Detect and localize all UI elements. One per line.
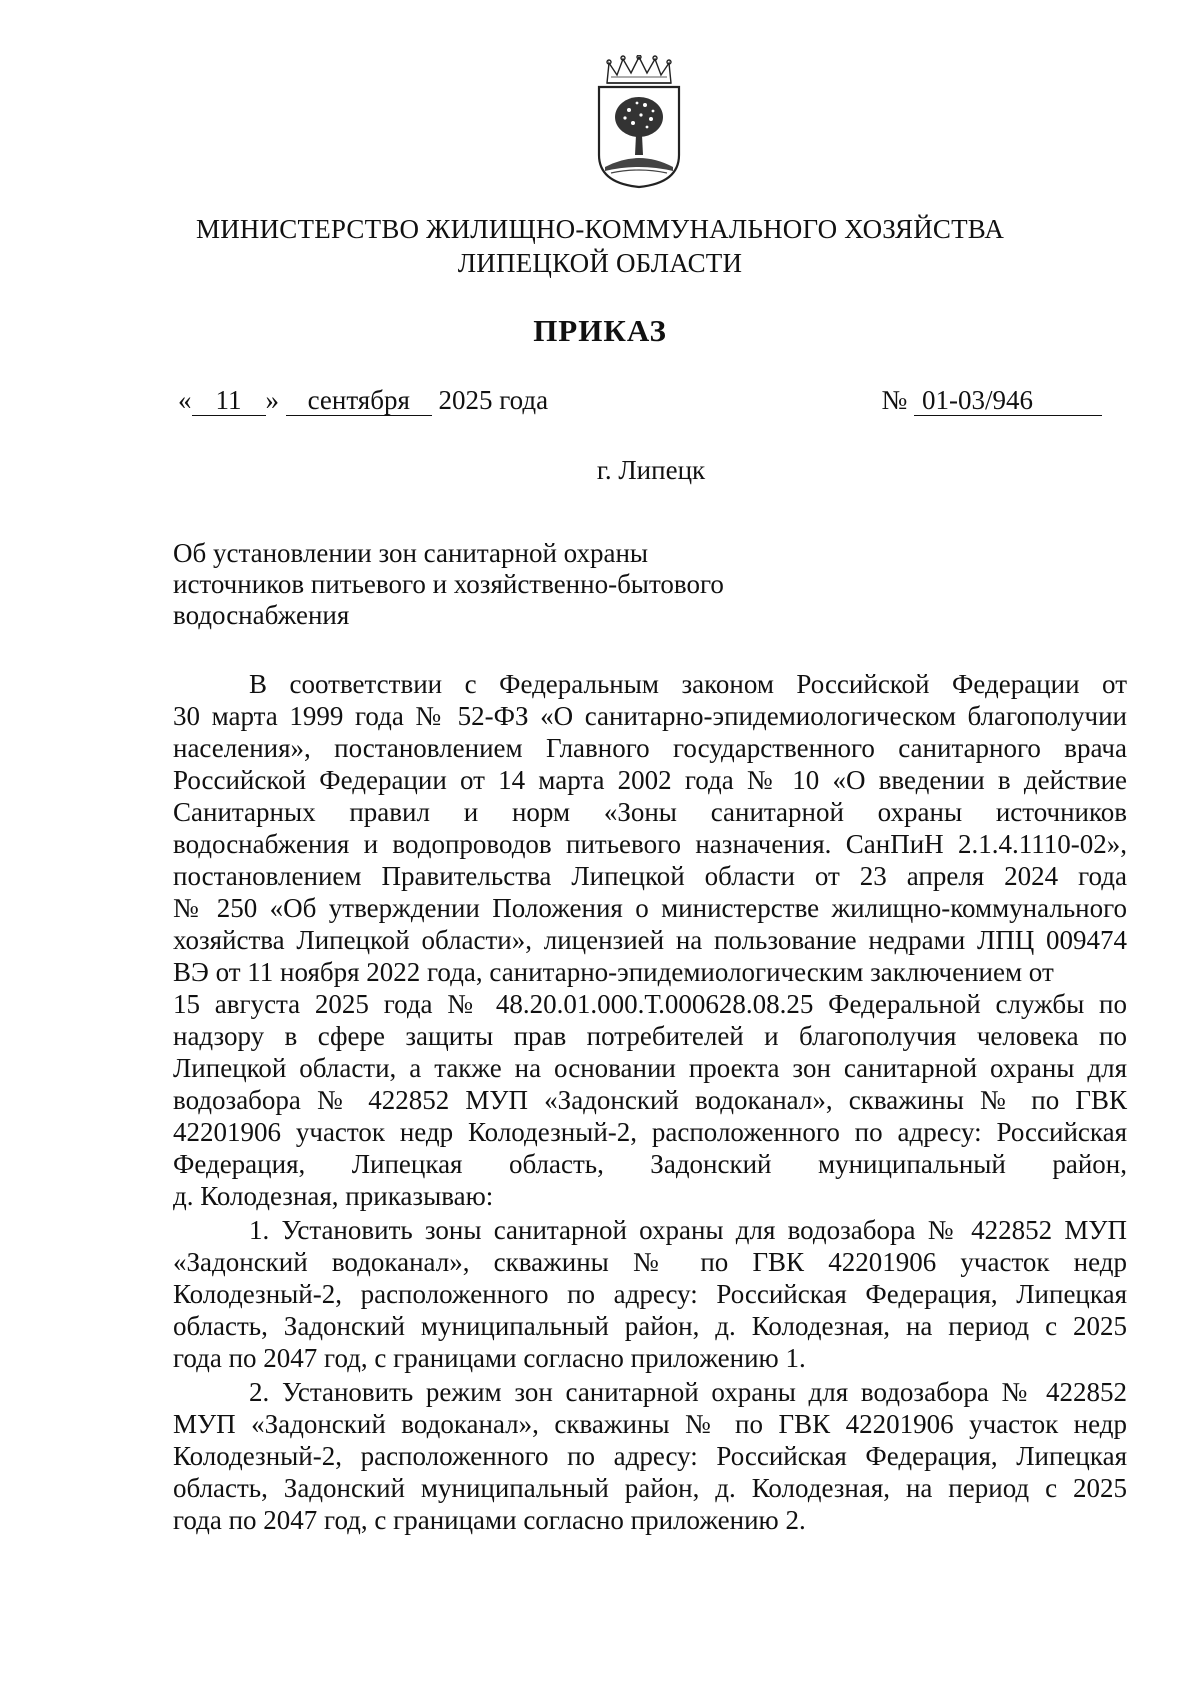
- preamble-line: 15 августа 2025 года № 48.20.01.000.Т.000628.08.25 Федеральной службы по: [173, 989, 1127, 1019]
- preamble-line: В соответствии с Федеральным законом Российской Федерации от: [249, 669, 1127, 699]
- order-subject: [173, 538, 873, 631]
- item-line: «Задонский водоканал», скважины № по ГВК 42201906 участок недр: [173, 1247, 1127, 1277]
- preamble-line: № 250 «Об утверждении Положения о министерстве жилищно-коммунального: [173, 893, 1127, 923]
- item-line: Колодезный-2, расположенного по адресу: Российская Федерация, Липецкая: [173, 1441, 1127, 1471]
- ministry-name-line1: МИНИСТЕРСТВО ЖИЛИЩНО-КОММУНАЛЬНОГО ХОЗЯЙСТВА: [195, 214, 1005, 244]
- item-line: года по 2047 год, с границами согласно приложению 1.: [173, 1343, 806, 1373]
- item-line: МУП «Задонский водоканал», скважины № по ГВК 42201906 участок недр: [173, 1409, 1127, 1439]
- preamble-line: водозабора № 422852 МУП «Задонский водоканал», скважины № по ГВК: [173, 1085, 1127, 1115]
- order-day: 11: [192, 385, 266, 416]
- preamble-line: ВЭ от 11 ноября 2022 года, санитарно-эпидемиологическим заключением от: [173, 957, 1054, 987]
- preamble-line: Липецкой области, а также на основании проекта зон санитарной охраны для: [173, 1053, 1127, 1083]
- preamble-line: д. Колодезная, приказываю:: [173, 1181, 494, 1211]
- preamble-line: надзору в сфере защиты прав потребителей и благополучия человека по: [173, 1021, 1127, 1051]
- preamble-line: населения», постановлением Главного государственного санитарного врача: [173, 733, 1127, 763]
- ministry-name: [120, 212, 1080, 280]
- order-item-2: [173, 1376, 1127, 1536]
- subject-line: водоснабжения: [173, 600, 350, 630]
- document-type: ПРИКАЗ: [533, 313, 667, 348]
- order-year: 2025 года: [438, 385, 549, 415]
- item-line: область, Задонский муниципальный район, д. Колодезная, на период с 2025: [173, 1311, 1127, 1341]
- order-number-value: 01-03/946: [914, 385, 1102, 416]
- preamble-line: Федерация, Липецкая область, Задонский муниципальный район,: [173, 1149, 1127, 1179]
- preamble-line: Российской Федерации от 14 марта 2002 года № 10 «О введении в действие: [173, 765, 1127, 795]
- preamble-line: водоснабжения и водопроводов питьевого назначения. СанПиН 2.1.4.1110-02»,: [173, 829, 1127, 859]
- preamble-paragraph: [173, 668, 1127, 1212]
- subject-line: источников питьевого и хозяйственно-бытового: [173, 569, 724, 599]
- order-number: [881, 385, 1102, 416]
- ministry-name-line2: ЛИПЕЦКОЙ ОБЛАСТИ: [457, 248, 743, 278]
- item-line: область, Задонский муниципальный район, д. Колодезная, на период с 2025: [173, 1473, 1127, 1503]
- subject-line: Об установлении зон санитарной охраны: [173, 538, 649, 568]
- preamble-line: Санитарных правил и норм «Зоны санитарной охраны источников: [173, 797, 1127, 827]
- city: г. Липецк: [596, 455, 706, 485]
- date-number-row: [178, 385, 1102, 425]
- item-line: года по 2047 год, с границами согласно приложению 2.: [173, 1505, 806, 1535]
- close-quote: »: [265, 385, 279, 415]
- order-date: [178, 385, 548, 416]
- preamble-line: постановлением Правительства Липецкой области от 23 апреля 2024 года: [173, 861, 1127, 891]
- preamble-line: 42201906 участок недр Колодезный-2, расположенного по адресу: Российская: [173, 1117, 1127, 1147]
- order-month: сентября: [286, 385, 432, 416]
- order-body: [173, 668, 1127, 1536]
- number-sign: №: [881, 385, 908, 415]
- item-line: 1. Установить зоны санитарной охраны для водозабора № 422852 МУП: [249, 1215, 1127, 1245]
- lipetsk-coat-of-arms-icon: [595, 55, 683, 190]
- item-line: 2. Установить режим зон санитарной охраны для водозабора № 422852: [249, 1377, 1127, 1407]
- open-quote: «: [178, 385, 192, 415]
- preamble-line: хозяйства Липецкой области», лицензией на пользование недрами ЛПЦ 009474: [173, 925, 1127, 955]
- item-line: Колодезный-2, расположенного по адресу: Российская Федерация, Липецкая: [173, 1279, 1127, 1309]
- preamble-line: 30 марта 1999 года № 52-ФЗ «О санитарно-эпидемиологическом благополучии: [173, 701, 1127, 731]
- order-item-1: [173, 1214, 1127, 1374]
